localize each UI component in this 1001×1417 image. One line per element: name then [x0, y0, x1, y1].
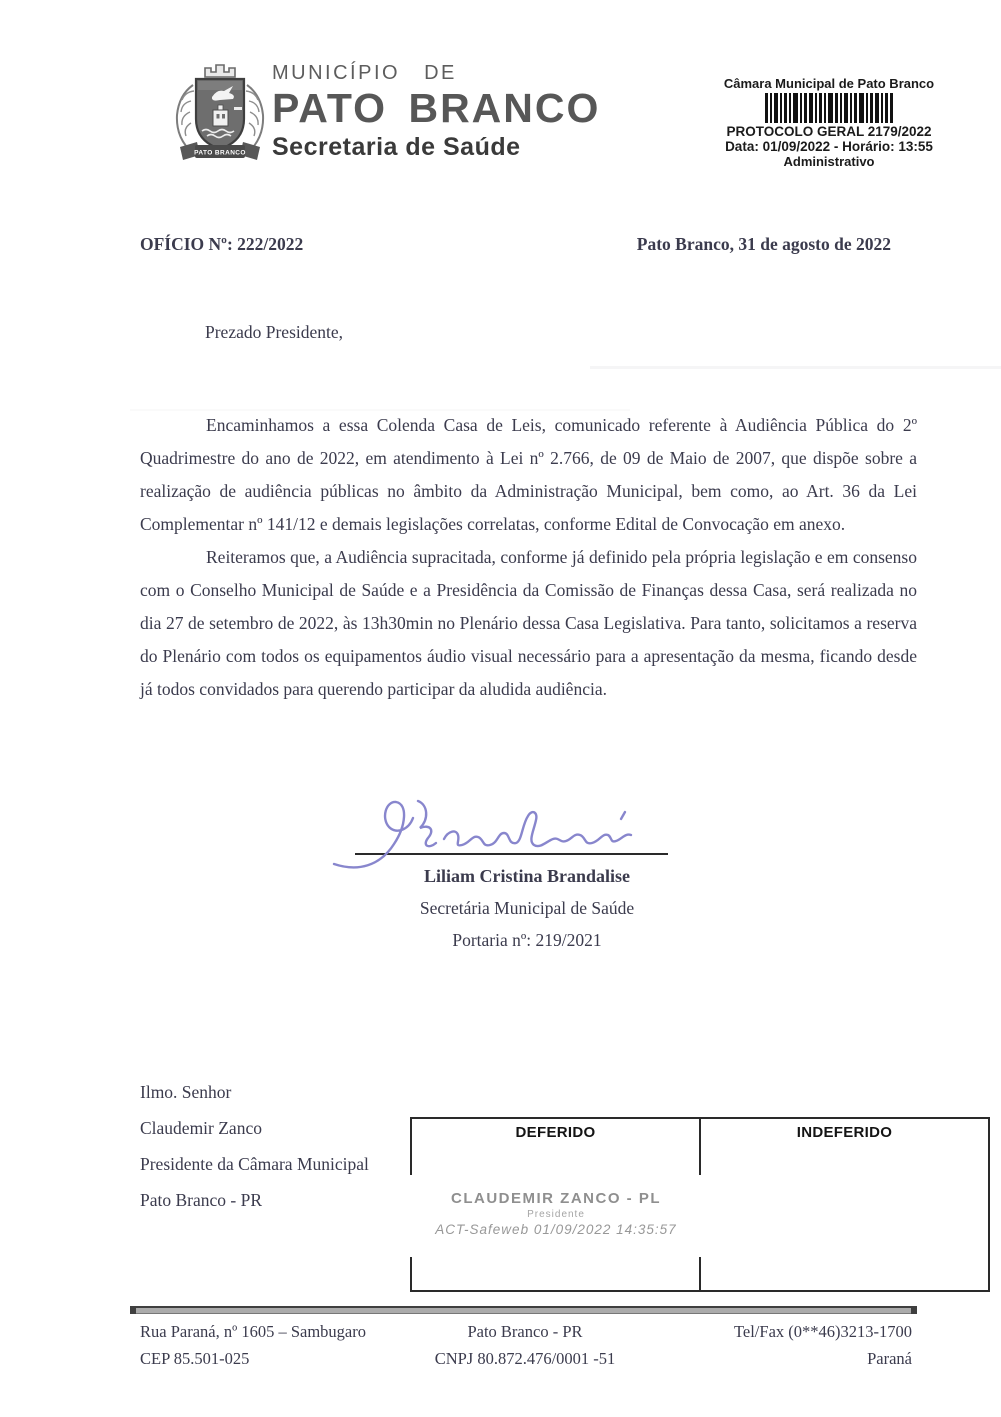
footer-address — [140, 1318, 366, 1372]
org-secretaria-saude: Secretaria de Saúde — [272, 133, 521, 161]
oficio-number: OFÍCIO Nº: 222/2022 — [140, 234, 304, 254]
footer-city — [375, 1318, 675, 1372]
signer-ordinance: Portaria nº: 219/2021 — [452, 930, 602, 950]
org-header — [272, 62, 600, 162]
footer-rule-endcap — [911, 1306, 917, 1314]
stamp-datetime: Data: 01/09/2022 - Horário: 13:55 — [725, 139, 933, 154]
signer-block — [327, 866, 727, 951]
org-municipio-de: MUNICÍPIO DE — [272, 62, 457, 84]
footer-rule-endcap — [130, 1306, 136, 1314]
salutation: Prezado Presidente, — [205, 322, 344, 342]
scan-artifact — [590, 366, 1001, 369]
coat-of-arms — [160, 55, 280, 180]
table-divider-lower — [699, 1257, 701, 1292]
addressee-honorific: Ilmo. Senhor — [140, 1082, 232, 1102]
indeferido-header: INDEFERIDO — [796, 1124, 893, 1141]
crest-ribbon-label: PATO BRANCO — [194, 149, 246, 157]
signer-name: Liliam Cristina Brandalise — [423, 866, 630, 886]
barcode-icon — [765, 93, 893, 123]
addressee-block — [140, 1074, 369, 1218]
protocol-stamp — [722, 76, 936, 169]
addressee-title: Presidente da Câmara Municipal — [140, 1154, 369, 1174]
digital-signature-stamp — [400, 1190, 712, 1237]
coat-of-arms-icon — [160, 55, 280, 175]
footer-cnpj: CNPJ 80.872.476/0001 -51 — [434, 1349, 616, 1368]
footer-street: Rua Paraná, nº 1605 – Sambugaro — [140, 1322, 366, 1341]
footer-cep: CEP 85.501-025 — [140, 1349, 250, 1368]
stamp-protocol-number: PROTOCOLO GERAL 2179/2022 — [726, 124, 932, 139]
footer-state: Paraná — [867, 1349, 912, 1368]
footer-telfax: Tel/Fax (0**46)3213-1700 — [733, 1322, 912, 1341]
body-paragraph-2: Reiteramos que, a Audiência supracitada, conforme já definido pela própria legislação e em consenso com o Conselho Municipal de Saúde e a Presidência da Comissão de Finanças dessa Casa, será realizada no dia 27 de setembro de 2022, às 13h30min no Plenário dessa Casa Legislativa. Para tanto, solicitamos a reserva do Plenário com todos os equipamentos áudio visual necessário para a apresentação da mesma, ficando desde já todos convidados para querendo participar da aludida audiência. — [140, 547, 917, 699]
footer-contact — [734, 1318, 912, 1372]
document-date: Pato Branco, 31 de agosto de 2022 — [636, 234, 891, 254]
stamp-org-name: Câmara Municipal de Pato Branco — [723, 76, 935, 91]
table-border-left-lower — [410, 1257, 412, 1292]
body-paragraph-1: Encaminhamos a essa Colenda Casa de Leis, comunicado referente à Audiência Pública do 2º Quadrimestre do ano de 2022, em atendimento à Lei nº 2.766, de 09 de Maio de 2007, que dispõe sobre a realização de audiência públicas no âmbito da Administração Municipal, bem como, ao Art. 36 da Lei Complementar nº 141/12 e demais legislações correlatas, conforme Edital de Convocação em anexo. — [140, 415, 917, 534]
deferido-header: DEFERIDO — [515, 1124, 596, 1141]
handwritten-signature-icon — [328, 788, 678, 873]
stamp-sector: Administrativo — [783, 154, 875, 169]
signer-title: Secretária Municipal de Saúde — [419, 898, 635, 918]
footer-rule — [130, 1306, 917, 1314]
digital-signer-role: Presidente — [527, 1209, 585, 1220]
table-border-right — [988, 1117, 990, 1292]
footer-city-state: Pato Branco - PR — [467, 1322, 583, 1341]
addressee-name: Claudemir Zanco — [140, 1118, 262, 1138]
letter-body — [140, 409, 917, 706]
org-pato-branco: PATO BRANCO — [272, 85, 601, 131]
digital-signature-certificate: ACT-Safeweb 01/09/2022 14:35:57 — [435, 1222, 677, 1237]
digital-signer-name: CLAUDEMIR ZANCO - PL — [451, 1190, 661, 1207]
addressee-city: Pato Branco - PR — [140, 1190, 263, 1210]
